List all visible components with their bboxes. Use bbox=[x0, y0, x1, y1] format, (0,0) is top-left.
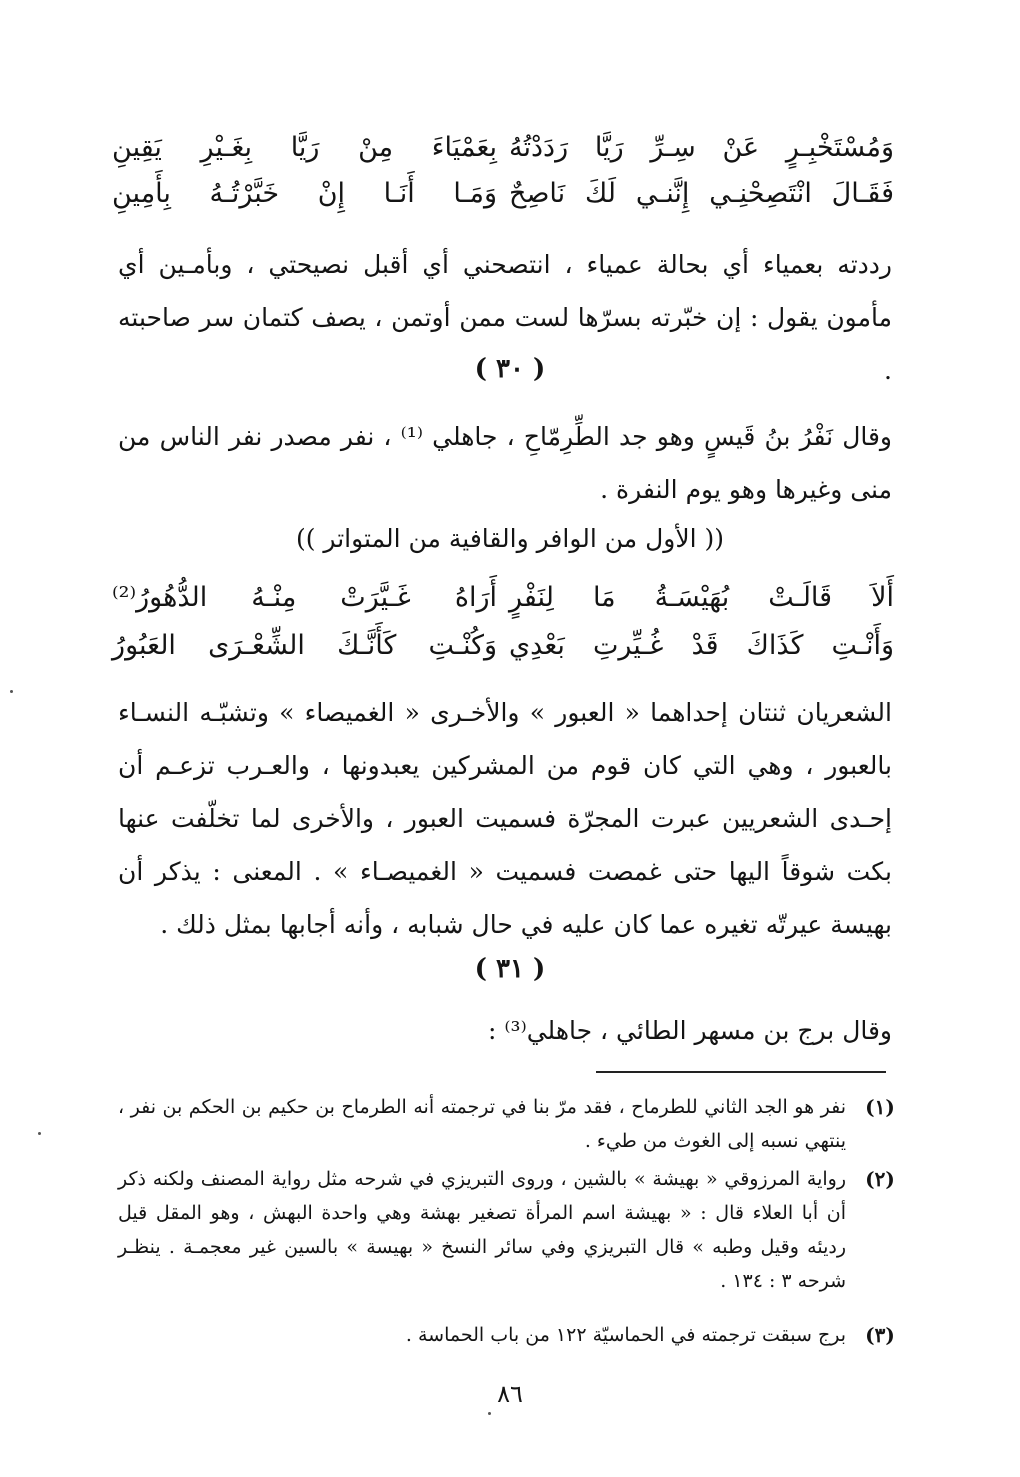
poem-word: مِنْ bbox=[358, 132, 394, 163]
commentary-30: الشعريان ثنتان إحداهما « العبور » والأخـرى « الغميصاء » وتشبّـه النسـاء بالعبور ، وهي التي كان قوم من المشركين يعبدونها ، والعـرب تزعـم أن إحـدى الشعريين عبرت المجرّة فسميت العبور ، والأخرى لما تخلّفت عنها بكت شوقاً اليها حتى غمصت فسميت « الغميصـاء » . المعنى : يذكر أن بهيسة عيرتّه تغيره عما كان عليه في حال شبابه ، وأنه أجابها بمثل ذلك . bbox=[118, 698, 892, 939]
poem-word: إِنَّنـي bbox=[635, 178, 690, 209]
poem-word: قَالَـتْ bbox=[768, 582, 833, 613]
poem-word: نَاصِحٌ bbox=[509, 178, 566, 209]
poem-word: غُـيِّرتِ bbox=[592, 630, 664, 661]
poem-word: أَرَاهُ bbox=[454, 582, 497, 613]
poem29-line1 bbox=[112, 126, 894, 170]
poem-word: العَبُورُ bbox=[112, 630, 176, 661]
poem-word: رَدَدْتُهُ bbox=[509, 132, 569, 163]
poem-word: عَنْ bbox=[722, 132, 760, 163]
hemistich-left bbox=[112, 624, 497, 668]
poem-word: الدُّهُورُ⁽²⁾ bbox=[112, 582, 208, 613]
hemistich-left bbox=[112, 126, 497, 170]
section-number-31: ( ٣١ ) bbox=[474, 954, 546, 984]
poem29-line2 bbox=[112, 172, 894, 216]
meter-label: (( الأول من الوافر والقافية من المتواتر )) bbox=[295, 524, 725, 553]
footnote-text: رواية المرزوقي « بهيشة » بالشين ، وروى التبريزي في شرحه مثل رواية المصنف ولكنه ذكر أن أبا العلاء قال : « بهيشة اسم المرأة تصغير بهشة وهي واحدة البهش ، وهو المقل قيل رديئه وقيل وطبه » قال التبريزي وفي سائر النسخ « بهيسة » بالسين غير معجمـة . ينظـر شرحه ٣ : ١٣٤ . bbox=[118, 1168, 846, 1292]
poem-word: مَا bbox=[592, 582, 616, 613]
footnote-2 bbox=[118, 1162, 898, 1298]
poem-word: بُهَيْسَـةُ bbox=[654, 582, 730, 613]
poem-word: الشِّعْـرَى bbox=[208, 630, 305, 661]
hemistich-right bbox=[509, 576, 894, 620]
footnote-1 bbox=[118, 1090, 898, 1158]
hemistich-right bbox=[509, 172, 894, 216]
scan-speck bbox=[488, 1412, 491, 1415]
footnote-divider bbox=[596, 1071, 886, 1073]
poem30-line1 bbox=[112, 576, 894, 620]
poem-word: مِنْـهُ bbox=[251, 582, 297, 613]
poem-word: غَـيَّرَتْ bbox=[340, 582, 411, 613]
hemistich-right bbox=[509, 624, 894, 668]
commentary-29: رددته بعمياء أي بحالة عمياء ، انتصحني أي أقبل نصيحتي ، وبأمـين أي مأمون يقول : إن خبّرته بسرّها لست ممن أوتمن ، يصف كتمان سر صاحبته . bbox=[118, 250, 892, 385]
footnote-3 bbox=[118, 1318, 898, 1352]
poem-word: لَكَ bbox=[585, 178, 616, 209]
poem-word: كَذَاكَ bbox=[746, 630, 804, 661]
poem-word: أَلاَ bbox=[871, 582, 894, 613]
footnote-text: نفر هو الجد الثاني للطرماح ، فقد مرّ بنا في ترجمته أنه الطرماح بن حكيم بن الحكم بن نفر ، ينتهي نسبه إلى الغوث من طيء . bbox=[118, 1096, 846, 1152]
footnote-number: (١) bbox=[865, 1095, 895, 1119]
poem-word: سِـرِّ bbox=[650, 132, 696, 163]
poem-word: كَأَنَّـكَ bbox=[337, 630, 397, 661]
footnote-number: (٣) bbox=[865, 1323, 895, 1347]
intro-30: وقال نَفْرُ بنُ قَيسٍ وهو جد الطِّرِمّاحِ ، جاهلي ⁽¹⁾ ، نفر مصدر نفر الناس من منى وغيرها وهو يوم النفرة . bbox=[118, 422, 892, 504]
poem-word: يَقِينِ bbox=[112, 132, 162, 163]
poem-word: بِعَمْيَاءَ bbox=[431, 132, 497, 163]
footnote-number: (٢) bbox=[865, 1167, 895, 1191]
poem-word: لِنَفْرٍ bbox=[509, 582, 554, 613]
poem-word: وَأَنْـتِ bbox=[831, 630, 894, 661]
hemistich-left bbox=[112, 172, 497, 216]
poem-word: وَمَـا bbox=[453, 178, 497, 209]
poem-word: وَمُسْتَخْبِـرٍ bbox=[785, 132, 894, 163]
section-number-30: ( ٣٠ ) bbox=[474, 354, 546, 384]
poem-word: رَيَّا bbox=[594, 132, 624, 163]
poem-word: بِغَـيْرِ bbox=[200, 132, 253, 163]
poem-word: وَكُنْـتِ bbox=[428, 630, 497, 661]
poem-word: إِنْ bbox=[317, 178, 346, 209]
poem-word: قَدْ bbox=[691, 630, 719, 661]
poem-word: انْتَصِحْنِـي bbox=[709, 178, 812, 209]
poem-word: فَقَـالَ bbox=[831, 178, 894, 209]
poem30-line2 bbox=[112, 624, 894, 668]
poem-word: أَنَـا bbox=[383, 178, 415, 209]
poem-word: بِأَمِينِ bbox=[112, 178, 171, 209]
scan-speck bbox=[38, 1132, 41, 1135]
hemistich-left bbox=[112, 576, 497, 620]
poem-word: بَعْدِي bbox=[509, 630, 565, 661]
footnote-text: برج سبقت ترجمته في الحماسيّة ١٢٢ من باب الحماسة . bbox=[405, 1324, 846, 1346]
poem-word: خَبَّرْتُـهُ bbox=[209, 178, 280, 209]
intro-31: وقال برج بن مسهر الطائي ، جاهلي⁽³⁾ : bbox=[488, 1016, 892, 1045]
page-number: ٨٦ bbox=[497, 1380, 523, 1408]
hemistich-right bbox=[509, 126, 894, 170]
poem-word: رَيَّا bbox=[290, 132, 320, 163]
scan-speck bbox=[10, 690, 13, 693]
